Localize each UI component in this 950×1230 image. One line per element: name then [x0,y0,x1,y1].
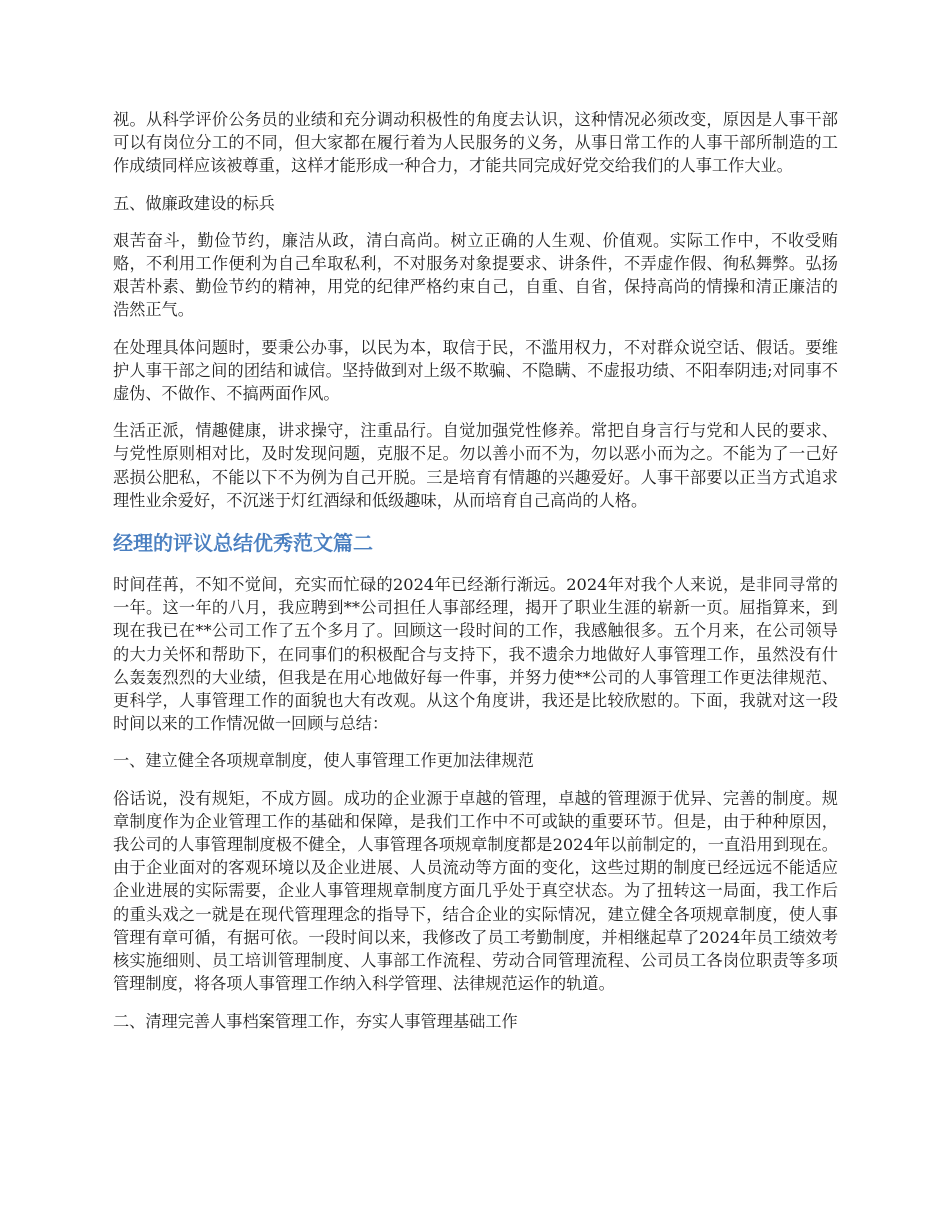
paragraph-continuation: 视。从科学评价公务员的业绩和充分调动积极性的角度去认识，这种情况必须改变，原因是人事干部可以有岗位分工的不同，但大家都在履行着为人民服务的义务，从事日常工作的人事干部所制造的工作成绩同样应该被尊重，这样才能形成一种合力，才能共同完成好党交给我们的人事工作大业。 [113,110,838,176]
paragraph: 俗话说，没有规矩，不成方圆。成功的企业源于卓越的管理，卓越的管理源于优异、完善的制度。规章制度作为企业管理工作的基础和保障，是我们工作中不可或缺的重要环节。但是，由于种种原因，我公司的人事管理制度极不健全，人事管理各项规章制度都是2024年以前制定的，一直沿用到现在。由于企业面对的客观环境以及企业进展、人员流动等方面的变化，这些过期的制度已经远远不能适应企业进展的实际需要，企业人事管理规章制度方面几乎处于真空状态。为了扭转这一局面，我工作后的重头戏之一就是在现代管理理念的指导下，结合企业的实际情况，建立健全各项规章制度，使人事管理有章可循，有据可依。一段时间以来，我修改了员工考勤制度，并相继起草了2024年员工绩效考核实施细则、员工培训管理制度、人事部工作流程、劳动合同管理流程、公司员工各岗位职责等多项管理制度，将各项人事管理工作纳入科学管理、法律规范运作的轨道。 [113,788,838,994]
section-title-five: 五、做廉政建设的标兵 [113,193,275,213]
paragraph: 生活正派，情趣健康，讲求操守，注重品行。自觉加强党性修养。常把自身言行与党和人民的要求、与党性原则相对比，及时发现问题，克服不足。勿以善小而不为，勿以恶小而为之。不能为了一己好恶损公肥私，不能以下不为例为自己开脱。三是培育有情趣的兴趣爱好。人事干部要以正当方式追求理性业余爱好，不沉迷于灯红酒绿和低级趣味，从而培育自己高尚的人格。 [113,421,838,510]
paragraph: 艰苦奋斗，勤俭节约，廉洁从政，清白高尚。树立正确的人生观、价值观。实际工作中，不收受贿赂，不利用工作便利为自己牟取私利，不对服务对象提要求、讲条件，不弄虚作假、徇私舞弊。弘扬艰苦朴素、勤俭节约的精神，用党的纪律严格约束自己，自重、自省，保持高尚的情操和清正廉洁的浩然正气。 [113,230,838,320]
paragraph: 在处理具体问题时，要秉公办事，以民为本，取信于民，不滥用权力，不对群众说空话、假话。要维护人事干部之间的团结和诚信。坚持做到对上级不欺骗、不隐瞒、不虚报功绩、不阳奉阴违;对同事不虚伪、不做作、不搞两面作风。 [113,337,838,404]
paragraph-intro: 时间荏苒，不知不觉间，充实而忙碌的2024年已经渐行渐远。2024年对我个人来说，是非同寻常的一年。这一年的八月，我应聘到**公司担任人事部经理，揭开了职业生涯的崭新一页。屈指算来，到现在我已在**公司工作了五个多月了。回顾这一段时间的工作，我感触很多。五个月来，在公司领导的大力关怀和帮助下，在同事们的积极配合与支持下，我不遗余力地做好人事管理工作，虽然没有什么轰轰烈烈的大业绩，但我是在用心地做好每一件事，并努力使**公司的人事管理工作更法律规范、更科学，人事管理工作的面貌也大有改观。从这个角度讲，我还是比较欣慰的。下面，我就对这一段时间以来的工作情况做一回顾与总结： [113,575,838,734]
section-title-two: 二、清理完善人事档案管理工作，夯实人事管理基础工作 [113,1011,518,1031]
section-title-one: 一、建立健全各项规章制度，使人事管理工作更加法律规范 [113,751,534,771]
article-heading: 经理的评议总结优秀范文篇二 [113,531,373,556]
